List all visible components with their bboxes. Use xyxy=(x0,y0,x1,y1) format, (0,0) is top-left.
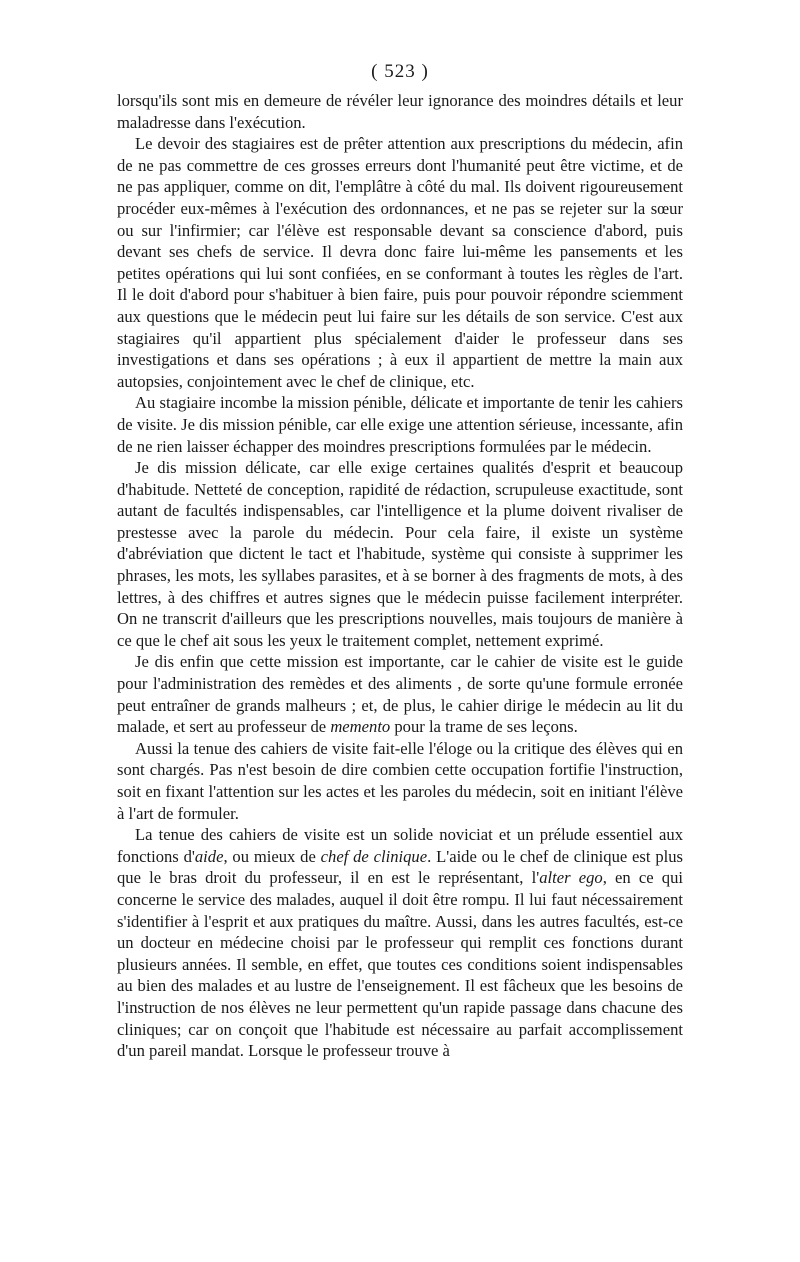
text-segment: La tenue des cahiers de visite est un solide noviciat et un prélude essentiel aux fonctions d' xyxy=(117,825,683,866)
paragraph xyxy=(117,392,683,457)
text-segment: Le devoir des stagiaires est de prêter attention aux prescriptions du médecin, afin de ne pas commettre de ces grosses erreurs dont l'humanité peut être victime, et de ne pas appliquer, comme on dit, l'emplâtre à côté du mal. Ils doivent rigoureusement procéder eux-mêmes à l'exécution des ordonnances, et ne pas se rejeter sur la sœur ou sur l'infirmier; car l'élève est responsable devant sa conscience d'abord, puis devant ses chefs de service. Il devra donc faire lui-même les pansements et les petites opérations qui lui sont confiées, en se conformant à toutes les règles de l'art. Il le doit d'abord pour s'habituer à bien faire, puis pour pouvoir répondre sciemment aux questions que le médecin peut lui faire sur les détails de son service. C'est aux stagiaires qu'il appartient plus spécialement d'aider le professeur dans ses investigations et dans ses opérations ; à eux il appartient de mettre la main aux autopsies, conjointement avec le chef de clinique, etc. xyxy=(117,134,683,391)
text-segment: Au stagiaire incombe la mission pénible, délicate et importante de tenir les cahiers de visite. Je dis mission pénible, car elle exige une attention sérieuse, incessante, afin de ne rien laisser échapper des moindres prescriptions formulées par le médecin. xyxy=(117,393,683,456)
book-page xyxy=(117,60,683,1062)
italic-text: alter ego xyxy=(539,868,603,888)
text-segment: Aussi la tenue des cahiers de visite fait-elle l'éloge ou la critique des élèves qui en sont chargés. Pas n'est besoin de dire combien cette occupation fortifie l'instruction, soit en fixant l'attention sur les actes et les paroles du médecin, soit en initiant l'élève à l'art de formuler. xyxy=(117,738,683,823)
italic-text: memento xyxy=(330,717,391,737)
paragraph xyxy=(117,90,683,133)
paragraph xyxy=(117,133,683,392)
text-segment: , en ce qui concerne le service des malades, auquel il doit être rompu. Il lui faut nécessairement s'identifier à l'esprit et aux pratiques du maître. Aussi, dans les autres facultés, est-ce un docteur en médecine choisi par le professeur qui remplit ces fonctions durant plusieurs années. Il semble, en effet, que toutes ces conditions soient indispensables au bien des malades et au lustre de l'enseignement. Il est fâcheux que les besoins de l'instruction de nos élèves ne leur permettent qu'un rapide passage dans chacune des cliniques; car on conçoit que l'habitude est nécessaire au parfait accomplissement d'un pareil mandat. Lorsque le professeur trouve à xyxy=(117,868,683,1061)
paragraph xyxy=(117,824,683,1062)
text-segment: Je dis enfin que cette mission est importante, car le cahier de visite est le guide pour l'administration des remèdes et des aliments , de sorte qu'une formule erronée peut entraîner de grands malheurs ; et, de plus, le cahier dirige le médecin au lit du malade, et sert au professeur de xyxy=(117,652,683,737)
text-segment: pour la trame de ses leçons. xyxy=(390,717,578,737)
page-number: ( 523 ) xyxy=(371,61,429,82)
text-segment: . L'aide ou le chef de clinique est plus que le bras droit du professeur, il en est le représentant, l' xyxy=(117,846,683,888)
paragraph xyxy=(117,457,683,651)
italic-text: chef de clinique xyxy=(320,846,428,866)
italic-text: aide xyxy=(194,846,224,866)
text-segment: , ou mieux de xyxy=(223,846,321,866)
paragraph xyxy=(117,738,683,824)
body-text xyxy=(117,90,683,1062)
text-segment: lorsqu'ils sont mis en demeure de révéler leur ignorance des moindres détails et leur maladresse dans l'exécution. xyxy=(117,91,683,132)
text-segment: Je dis mission délicate, car elle exige certaines qualités d'esprit et beaucoup d'habitude. Netteté de conception, rapidité de rédaction, scrupuleuse exactitude, sont autant de facultés indispensables, car l'intelligence et la plume doivent rivaliser de prestesse avec la parole du médecin. Pour cela faire, il existe un système d'abréviation que dictent le tact et l'habitude, système qui consiste à supprimer les phrases, les mots, les syllabes parasites, et à se borner à des fragments de mots, à des lettres, à des chiffres et autres signes que le médecin puisse facilement interpréter. On ne transcrit d'ailleurs que les prescriptions nouvelles, mais toujours de manière à ce que le chef ait sous les yeux le traitement complet, nettement exprimé. xyxy=(117,458,683,650)
paragraph xyxy=(117,651,683,737)
